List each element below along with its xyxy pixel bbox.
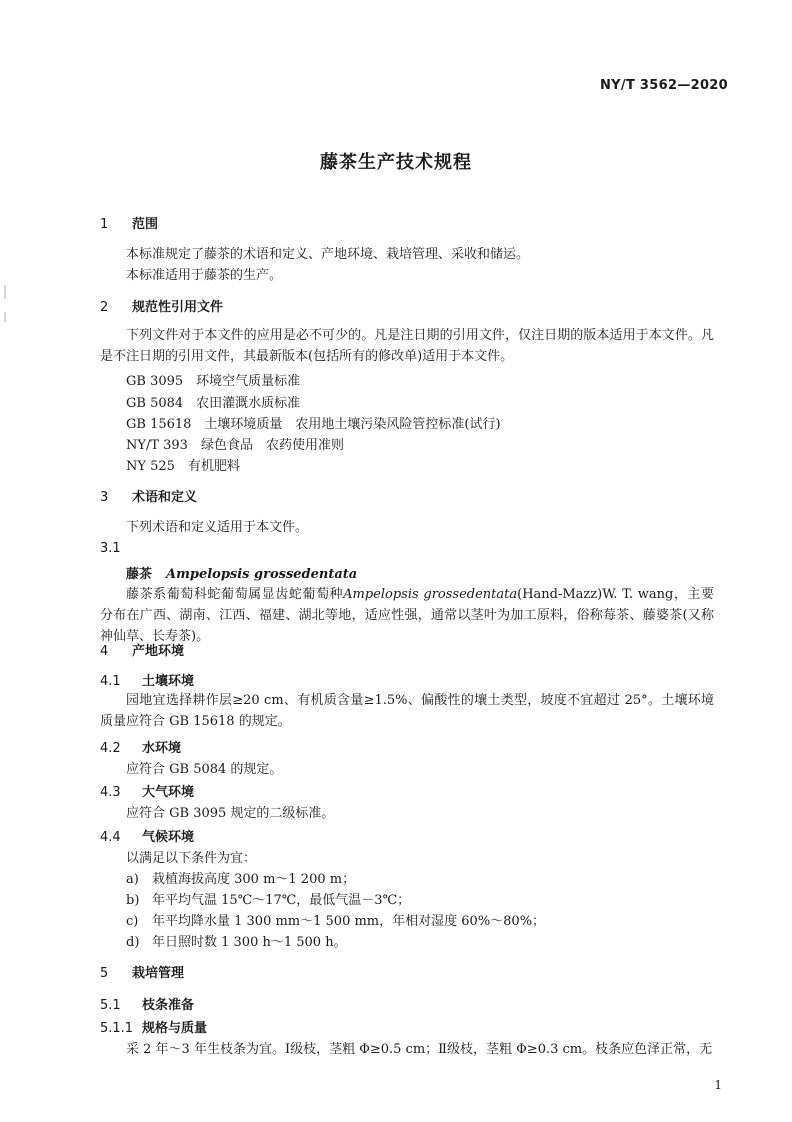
section-number: 4.1 [100,674,121,689]
section-number: 5 [100,966,109,981]
section-5-heading [100,962,184,981]
paragraph: 采 2 年～3 年生枝条为宜。Ⅰ级枝，茎粗 Φ≥0.5 cm；Ⅱ级枝，茎粗 Φ≥0.3 cm。枝条应色泽正常，无 [126,1042,713,1057]
section-title: 气候环境 [142,830,195,845]
list-text: 年平均气温 15℃～17℃，最低气温－3℃； [152,893,411,908]
section-number: 3 [100,490,109,505]
page-number: 1 [714,1078,722,1092]
term-latin: Ampelopsis grossedentata [166,567,358,582]
section-title: 产地环境 [132,644,185,659]
list-label: a) [126,872,139,887]
reference-item: GB 15618 土壤环境质量 农用地土壤污染风险管控标准(试行) [126,417,501,432]
section-title: 土壤环境 [142,674,195,689]
list-item [126,868,355,887]
definition-text: (Hand-Mazz)W. T. wang，主要分布在广西、湖南、江西、福建、湖北等地，适应性强，通常以茎叶为加工原料，俗称莓茶、藤婆茶(又称神仙草、长寿茶)。 [100,587,715,644]
section-number: 1 [100,217,109,232]
list-label: d) [126,935,140,950]
paragraph: 以满足以下条件为宜： [126,851,257,866]
paragraph: 下列文件对于本文件的应用是必不可少的。凡是注日期的引用文件，仅注日期的版本适用于本文件。凡是不注日期的引用文件，其最新版本(包括所有的修改单)适用于本文件。 [100,328,714,364]
term-entry [126,563,357,582]
section-number: 2 [100,300,109,315]
section-number: 4.3 [100,785,121,800]
section-title: 水环境 [142,741,182,756]
list-item [126,931,347,950]
definition-text: 藤茶系葡萄科蛇葡萄属显齿蛇葡萄种 [126,587,344,602]
term-chinese: 藤茶 [126,567,153,582]
list-item [126,910,545,929]
standard-code: NY/T 3562—2020 [600,78,728,93]
subsection-5-1-heading [100,994,194,1013]
term-number: 3.1 [100,541,121,556]
subsection-4-3-heading [100,781,194,800]
scan-margin-mark [4,312,6,322]
reference-item: GB 5084 农田灌溉水质标准 [126,396,301,411]
section-title: 栽培管理 [132,966,185,981]
subsection-5-1-1-heading [100,1017,207,1036]
section-title: 术语和定义 [132,490,198,505]
list-text: 年日照时数 1 300 h～1 500 h。 [152,935,347,950]
section-4-heading [100,640,184,659]
section-title: 规格与质量 [142,1021,208,1036]
list-text: 年平均降水量 1 300 mm～1 500 mm，年相对湿度 60%～80%； [152,914,546,929]
reference-item: NY/T 393 绿色食品 农药使用准则 [126,438,344,453]
section-title: 大气环境 [142,785,195,800]
list-label: c) [126,914,139,929]
paragraph: 园地宜选择耕作层≥20 cm、有机质含量≥1.5%、偏酸性的壤土类型，坡度不宜超过 25°。土壤环境质量应符合 GB 15618 的规定。 [100,693,714,729]
list-label: b) [126,893,140,908]
section-number: 4.2 [100,741,121,756]
section-number: 5.1 [100,998,121,1013]
section-2-heading [100,296,223,315]
paragraph: 应符合 GB 5084 的规定。 [126,762,283,777]
section-title: 枝条准备 [142,998,195,1013]
scan-margin-mark [4,285,6,299]
reference-item: GB 3095 环境空气质量标准 [126,374,301,389]
paragraph: 应符合 GB 3095 规定的二级标准。 [126,806,335,821]
subsection-4-1-heading [100,670,194,689]
section-title: 规范性引用文件 [132,300,224,315]
paragraph: 本标准适用于藤茶的生产。 [126,268,283,283]
section-1-heading [100,213,158,232]
section-number: 5.1.1 [100,1021,134,1036]
reference-item: NY 525 有机肥料 [126,459,240,474]
subsection-4-2-heading [100,737,181,756]
section-number: 4.4 [100,830,121,845]
definition-latin: Ampelopsis grossedentata [343,587,518,602]
list-item [126,889,410,908]
subsection-4-4-heading [100,826,194,845]
paragraph: 本标准规定了藤茶的术语和定义、产地环境、栽培管理、采收和储运。 [126,247,530,262]
section-number: 4 [100,644,109,659]
document-title: 藤茶生产技术规程 [320,152,472,173]
paragraph: 下列术语和定义适用于本文件。 [126,520,309,535]
section-title: 范围 [132,217,159,232]
list-text: 栽植海拔高度 300 m～1 200 m； [152,872,356,887]
term-definition [100,584,714,647]
section-3-heading [100,486,197,505]
